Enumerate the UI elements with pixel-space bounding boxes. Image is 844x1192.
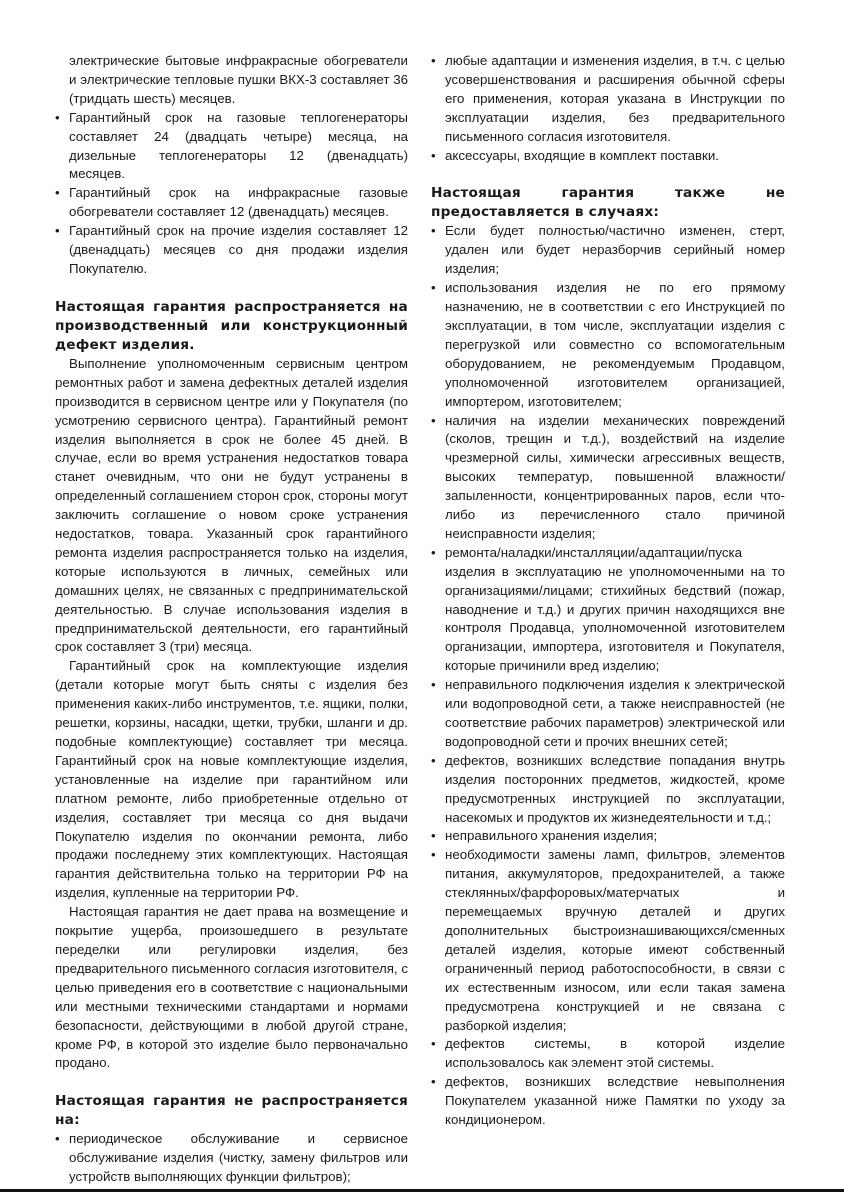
- bullet-item: • Гарантийный срок на газовые теплогенераторы составляет 24 (двадцать четыре) месяца, на дизельные теплогенераторы 12 (двенадцать) месяцев.: [55, 109, 408, 185]
- bullet-item: • необходимости замены ламп, фильтров, элементов питания, аккумуляторов, предохранителей, а также стеклянных/фарфоровых/матерчатых и перемещаемых вручную деталей и других дополнительных быстроизнашивающихся/сменных деталей изделия, которые имеют собственный ограниченный период работоспособности, в связи с их естественным износом, или если такая замена предусмотрена конструкцией и не связана с разборкой изделия;: [431, 846, 785, 1035]
- bullet-item: • наличия на изделии механических повреждений (сколов, трещин и т.д.), воздействий на изделие чрезмерной силы, химически агрессивных веществ, высоких температур, повышенной влажности/запыленности, концентрированных паров, если что-либо из перечисленного стало причиной неисправности изделия;: [431, 412, 785, 544]
- bullet-item: • дефектов, возникших вследствие попадания внутрь изделия посторонних предметов, жидкостей, кроме предусмотренных инструкцией по эксплуатации, насекомых и продуктов их жизнедеятельности и т.д.;: [431, 752, 785, 828]
- body-paragraph: Выполнение уполномоченным сервисным центром ремонтных работ и замена дефектных деталей изделия производится в сервисном центре или у Покупателя (по усмотрению сервисного центра). Гарантийный ремонт изделия выполняется в срок не более 45 дней. В случае, если во время устранения недостатков товара станет очевидным, что они не будут устранены в определенный соглашением сторон срок, стороны могут заключить соглашение о новом сроке устранения недостатков, товара. Указанный срок гарантийного ремонта изделия распространяется только на изделия, которые используются в личных, семейных или домашних целях, не связанных с предпринимательской деятельностью. В случае использования изделия в предпринимательской деятельности, его гарантийный срок составляет 3 (три) месяца.: [55, 355, 408, 655]
- bullet-item: • ремонта/наладки/инсталляции/адаптации/пуска изделия в эксплуатацию не уполномоченными на то организациями/лицами; стихийных бедствий (пожар, наводнение и т.д.) и других причин находящихся вне контроля Продавца, уполномоченной изготовителем организации, импортера, изготовителя и Покупателя, которые причинили вред изделию;: [431, 544, 785, 676]
- bullet-continuation: электрические бытовые инфракрасные обогреватели и электрические тепловые пушки ВКХ-3 составляет 36 (тридцать шесть) месяцев.: [69, 53, 408, 106]
- bullet-item: • Если будет полностью/частично изменен, стерт, удален или будет неразборчив серийный номер изделия;: [431, 222, 785, 279]
- bullet-item: • любые адаптации и изменения изделия, в т.ч. с целью усовершенствования и расширения обычной сферы его применения, которая указана в Инструкции по эксплуатации изделия, без предварительного письменного согласия изготовителя.: [431, 52, 785, 147]
- bullet-item: • неправильного хранения изделия;: [431, 827, 785, 846]
- bullet-item: • неправильного подключения изделия к электрической или водопроводной сети, а также неисправностей (не соответствие рабочих параметров) электрической или водопроводной сети и прочих внешних сетей;: [431, 676, 785, 752]
- bullet-item: • периодическое обслуживание и сервисное обслуживание изделия (чистку, замену фильтров или устройств выполняющих функции фильтров);: [55, 1130, 408, 1187]
- bullet-item: • использования изделия не по его прямому назначению, не в соответствии с его Инструкцией по эксплуатации, в том числе, эксплуатации изделия с перегрузкой или совместно со вспомогательным оборудованием, не рекомендуемым Продавцом, уполномоченной изготовителем организацией, импортером, изготовителем;: [431, 279, 785, 411]
- right-column: [431, 52, 785, 1130]
- bullet-item: • Гарантийный срок на прочие изделия составляет 12 (двенадцать) месяцев со дня продажи изделия Покупателю.: [55, 222, 408, 279]
- body-paragraph: Гарантийный срок на комплектующие изделия (детали которые могут быть сняты с изделия без применения каких-либо инструментов, т.е. ящики, полки, решетки, корзины, насадки, щетки, трубки, шланги и др. подобные комплектующие) составляет три месяца. Гарантийный срок на новые комплектующие изделия, установленные на изделие при гарантийном или платном ремонте, либо приобретенные отдельно от изделия, составляет три месяца со дня выдачи Покупателю изделия по окончании ремонта, либо продажи последнему этих комплектующих. Настоящая гарантия действительна только на территории РФ на изделия, купленные на территории РФ.: [55, 658, 408, 901]
- bullet-item: • дефектов, возникших вследствие невыполнения Покупателем указанной ниже Памятки по уходу за кондиционером.: [431, 1073, 785, 1130]
- body-paragraph: Настоящая гарантия не дает права на возмещение и покрытие ущерба, произошедшего в результате переделки или регулировки изделия, без предварительного письменного согласия изготовителя, с целью приведения его в соответствие с национальными или местными техническими стандартами и нормами безопасности, действующими в любой другой стране, кроме РФ, в которой это изделие было первоначально продано.: [55, 904, 408, 1071]
- left-column: [55, 52, 408, 1187]
- bullet-item: • дефектов системы, в которой изделие использовалось как элемент этой системы.: [431, 1035, 785, 1073]
- bullet-item: • аксессуары, входящие в комплект поставки.: [431, 147, 785, 166]
- section-heading: Настоящая гарантия не распространяется на:: [55, 1093, 408, 1129]
- section-heading: Настоящая гарантия также не предоставляется в случаях:: [431, 185, 785, 221]
- bullet-item: • Гарантийный срок на инфракрасные газовые обогреватели составляет 12 (двенадцать) месяцев.: [55, 184, 408, 222]
- section-heading: Настоящая гарантия распространяется на производственный или конструкционный дефект изделия.: [55, 298, 408, 353]
